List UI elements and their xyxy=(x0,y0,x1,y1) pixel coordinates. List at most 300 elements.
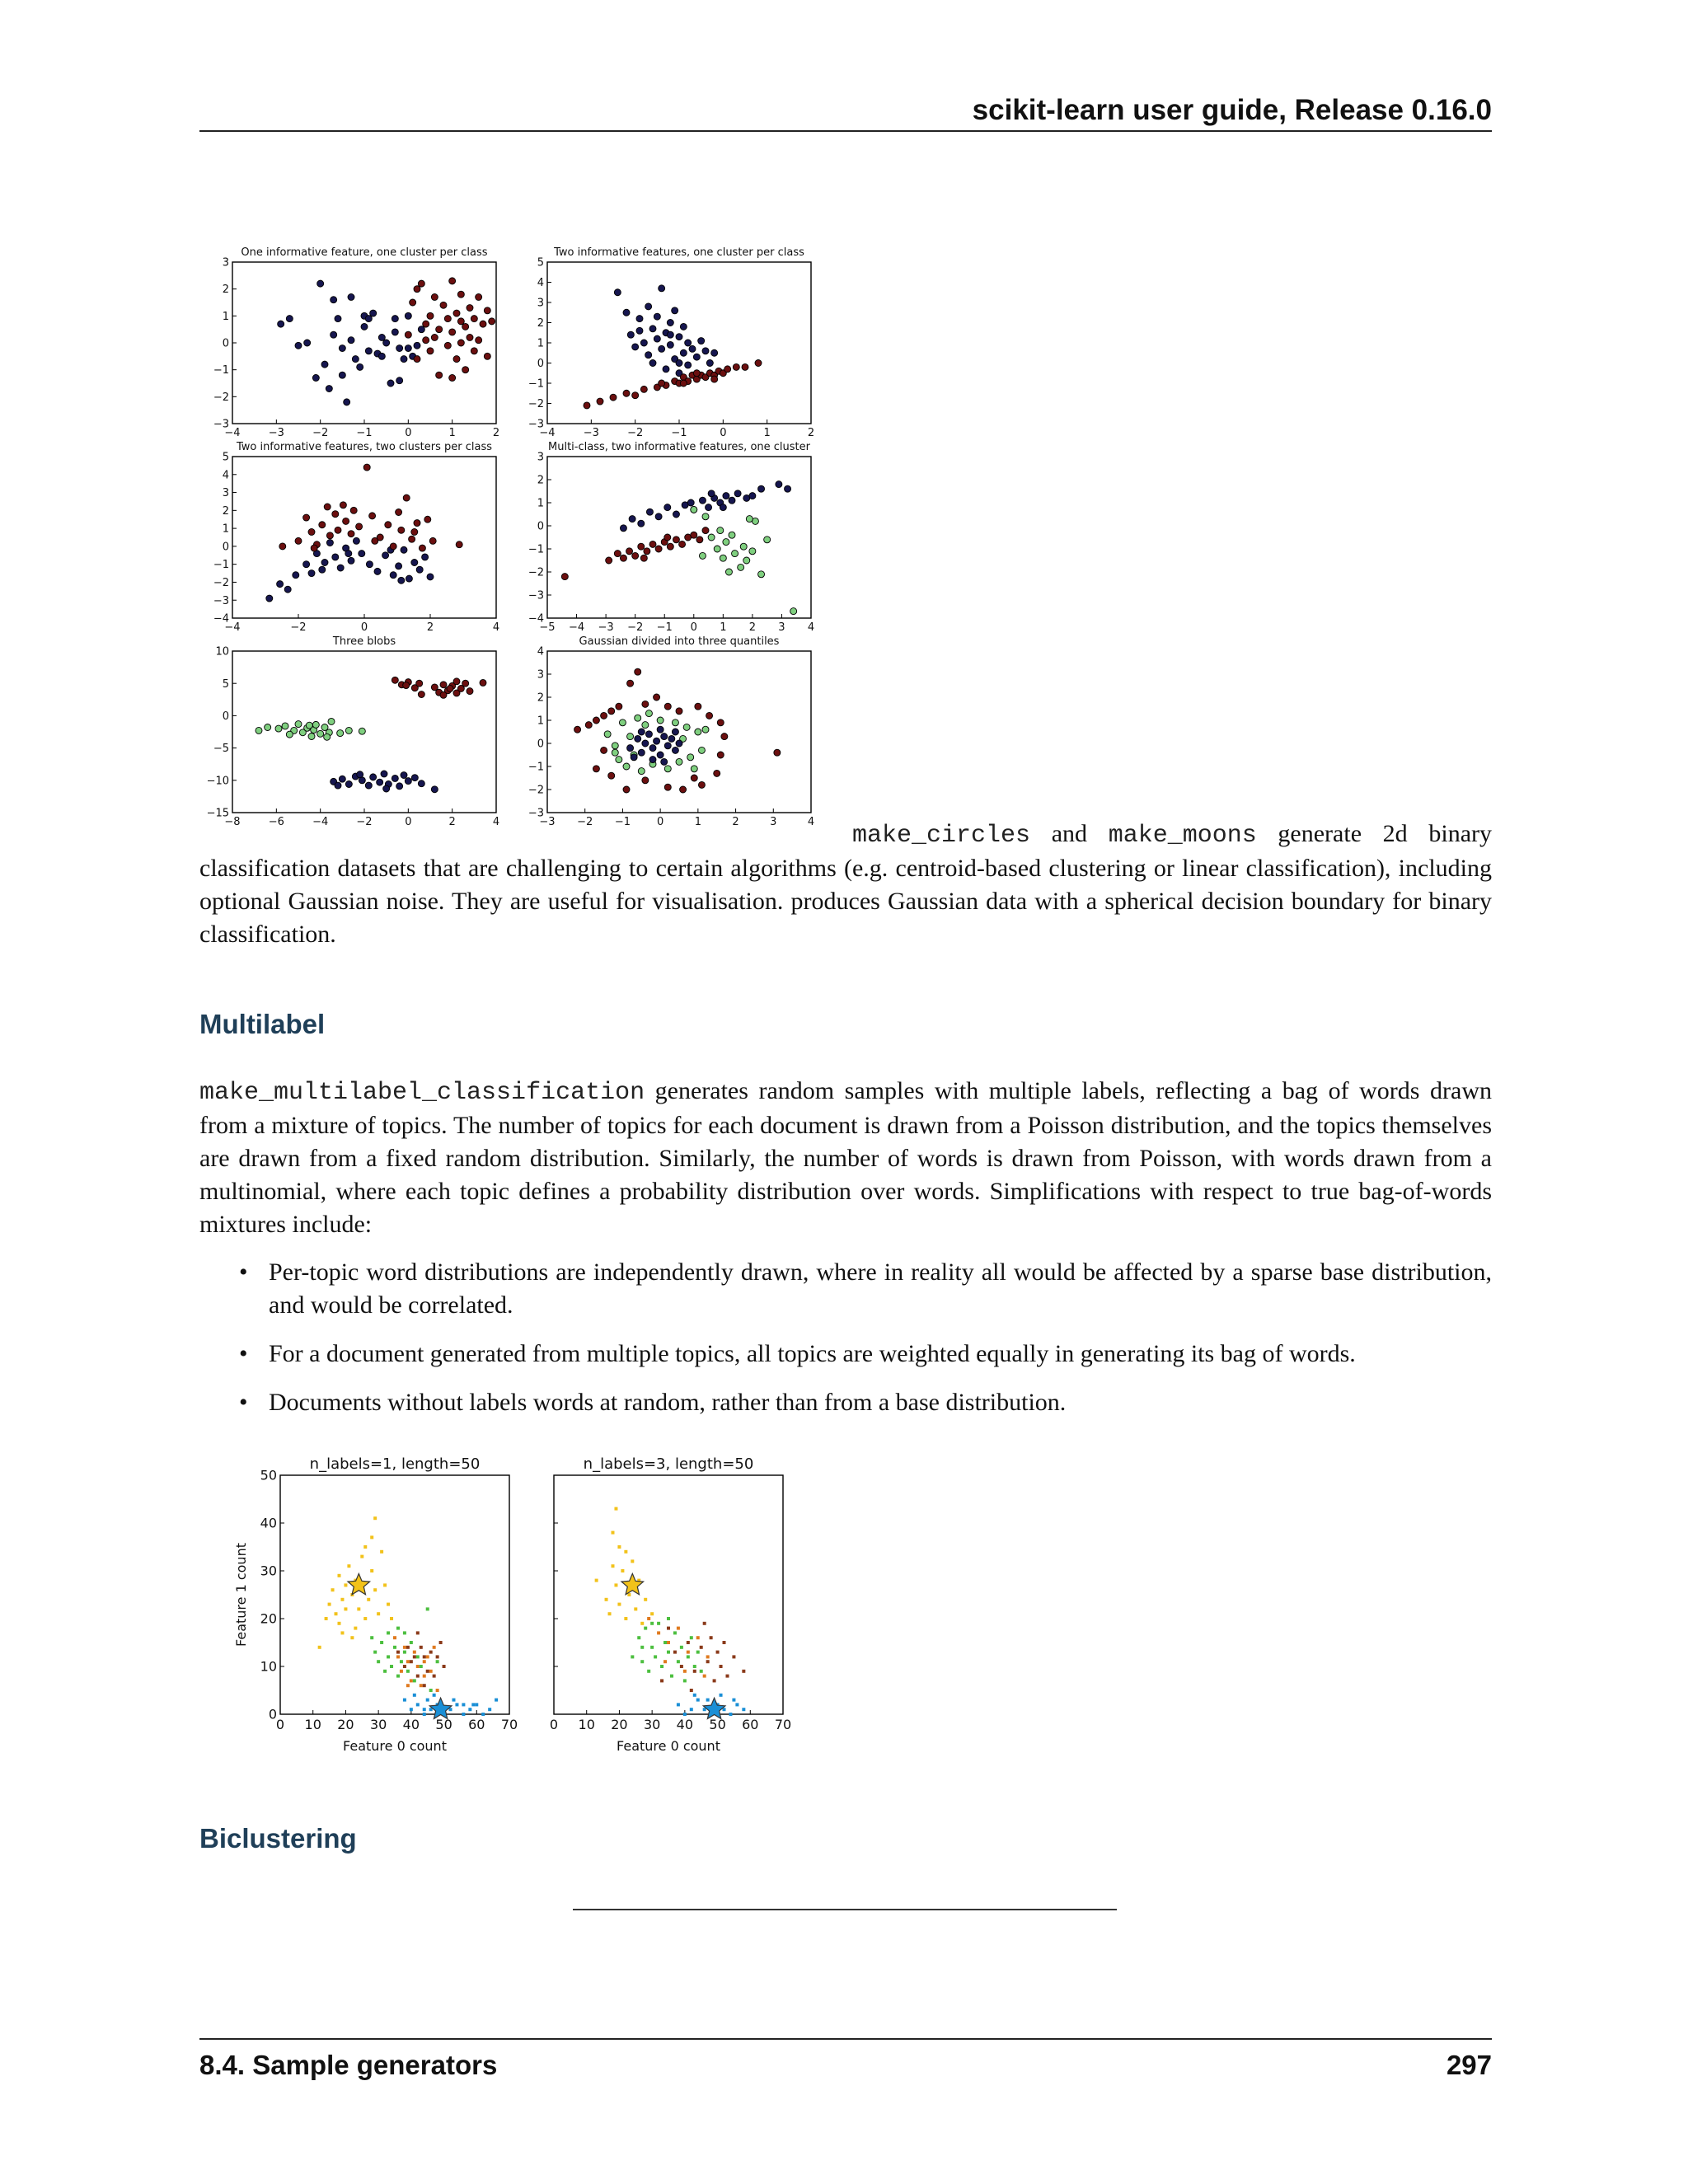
data-point xyxy=(732,551,738,557)
data-point xyxy=(426,1655,429,1658)
x-axis-label: Feature 0 count xyxy=(343,1738,447,1754)
data-point xyxy=(335,1612,338,1615)
data-point xyxy=(738,564,744,570)
data-point xyxy=(640,340,647,346)
data-point xyxy=(776,481,782,488)
data-point xyxy=(723,1641,726,1644)
data-point xyxy=(418,326,424,333)
data-point xyxy=(729,497,735,504)
data-point xyxy=(683,1713,687,1716)
plot-two-informative-features xyxy=(528,246,814,439)
y-tick-label: 3 xyxy=(537,668,544,682)
data-point xyxy=(439,1641,443,1644)
data-point xyxy=(574,726,581,733)
data-point xyxy=(360,1555,363,1558)
data-point xyxy=(308,528,315,535)
data-point xyxy=(304,340,311,346)
data-point xyxy=(387,1655,390,1658)
data-point xyxy=(720,555,726,561)
data-point xyxy=(381,771,387,777)
x-axis-label: Feature 0 count xyxy=(617,1738,720,1754)
data-point xyxy=(616,757,622,763)
data-point xyxy=(440,682,447,688)
x-tick-label: 40 xyxy=(676,1717,694,1732)
data-point xyxy=(414,356,420,363)
data-point xyxy=(416,1631,420,1634)
data-point xyxy=(348,337,354,344)
data-point xyxy=(677,1627,680,1630)
data-point xyxy=(410,1641,413,1644)
plot-one-informative-feature xyxy=(213,246,499,439)
data-point xyxy=(401,546,407,553)
data-point xyxy=(661,733,668,740)
data-point xyxy=(645,731,652,738)
data-point xyxy=(617,1545,621,1549)
data-point xyxy=(344,1607,347,1610)
data-point xyxy=(426,1670,429,1673)
data-point xyxy=(416,1703,420,1706)
data-point xyxy=(758,485,765,492)
x-tick-label: 0 xyxy=(360,621,368,634)
data-point xyxy=(471,1703,475,1706)
data-point xyxy=(758,571,765,578)
data-point xyxy=(266,595,273,602)
data-point xyxy=(695,703,701,710)
data-point xyxy=(620,555,626,561)
data-point xyxy=(377,1660,380,1663)
data-point xyxy=(383,1670,387,1673)
data-point xyxy=(398,527,405,533)
data-point xyxy=(480,679,486,686)
data-point xyxy=(657,717,663,724)
data-point xyxy=(418,280,424,287)
data-point xyxy=(667,543,673,550)
data-point xyxy=(416,1665,420,1668)
data-point xyxy=(673,1631,677,1634)
data-point xyxy=(484,353,490,359)
data-point xyxy=(700,1646,703,1649)
data-point xyxy=(624,1550,627,1554)
data-point xyxy=(449,374,456,381)
data-point xyxy=(699,497,706,504)
paragraph-multilabel xyxy=(199,1075,1492,1241)
data-point xyxy=(406,575,412,582)
data-point xyxy=(672,307,678,314)
x-tick-label: −2 xyxy=(290,621,307,634)
data-point xyxy=(356,523,363,530)
data-point xyxy=(680,349,687,356)
x-tick-label: −1 xyxy=(614,816,631,828)
data-point xyxy=(605,1598,608,1601)
data-point xyxy=(447,685,453,691)
data-point xyxy=(413,1694,416,1697)
data-point xyxy=(308,733,315,739)
data-point xyxy=(654,335,660,342)
data-point xyxy=(414,520,420,527)
data-point xyxy=(409,536,415,542)
data-point xyxy=(693,1694,696,1697)
data-point xyxy=(340,502,346,509)
data-point xyxy=(396,1651,400,1654)
data-point xyxy=(655,546,662,552)
data-point xyxy=(690,1636,693,1639)
data-point xyxy=(410,299,416,306)
data-point xyxy=(331,1588,335,1591)
data-point xyxy=(318,1646,321,1649)
data-point xyxy=(690,1689,693,1692)
x-tick-label: 2 xyxy=(448,816,456,828)
data-point xyxy=(742,1708,745,1711)
data-point xyxy=(702,513,709,520)
y-tick-label: −2 xyxy=(213,391,229,404)
data-point xyxy=(423,1708,426,1711)
data-point xyxy=(357,1607,360,1610)
data-point xyxy=(369,513,376,519)
data-point xyxy=(667,1617,670,1620)
data-point xyxy=(337,1622,340,1625)
y-tick-label: 3 xyxy=(537,451,544,464)
data-point xyxy=(373,1588,377,1591)
data-point xyxy=(667,1651,670,1654)
data-point xyxy=(638,768,645,775)
data-point xyxy=(398,577,405,583)
data-point xyxy=(312,374,319,381)
y-tick-label: −2 xyxy=(213,576,229,589)
data-point xyxy=(710,1636,713,1639)
data-point xyxy=(647,1670,650,1673)
data-point xyxy=(623,390,630,396)
data-point xyxy=(348,557,354,564)
data-point xyxy=(354,1627,357,1630)
data-point xyxy=(696,1699,700,1702)
data-point xyxy=(377,779,383,785)
data-point xyxy=(642,740,649,747)
data-point xyxy=(623,763,630,770)
data-point xyxy=(418,780,424,787)
plot-frame xyxy=(547,651,811,813)
x-tick-label: 1 xyxy=(720,621,727,634)
data-point xyxy=(601,712,607,719)
data-point xyxy=(638,520,645,527)
data-point xyxy=(627,745,634,752)
x-tick-label: 50 xyxy=(709,1717,726,1732)
data-point xyxy=(716,1651,720,1654)
data-point xyxy=(429,1651,433,1654)
data-point xyxy=(390,572,396,579)
x-tick-label: 50 xyxy=(435,1717,452,1732)
data-point xyxy=(659,285,665,292)
data-point xyxy=(645,352,652,359)
data-point xyxy=(689,345,696,352)
data-point xyxy=(612,743,618,749)
data-point xyxy=(367,1598,370,1601)
data-point xyxy=(649,745,656,752)
data-point xyxy=(420,1646,423,1649)
data-point xyxy=(308,570,315,577)
data-point xyxy=(638,729,645,735)
data-point xyxy=(654,738,660,744)
data-point xyxy=(649,360,656,367)
data-point xyxy=(423,1655,426,1658)
multilabel-figure xyxy=(199,1442,801,1764)
data-point xyxy=(457,291,464,298)
data-point xyxy=(691,766,697,772)
data-point xyxy=(742,1670,745,1673)
code-make-circles: make_circles xyxy=(852,822,1031,850)
data-point xyxy=(638,749,645,756)
data-point xyxy=(593,717,599,724)
data-point xyxy=(680,1665,683,1668)
classification-datasets-figure xyxy=(199,244,842,833)
data-point xyxy=(312,721,319,728)
data-point xyxy=(700,1670,703,1673)
data-point xyxy=(702,726,709,733)
x-tick-label: 4 xyxy=(807,816,815,828)
data-point xyxy=(616,703,622,710)
y-tick-label: 4 xyxy=(537,645,544,658)
data-point xyxy=(714,546,720,552)
data-point xyxy=(295,342,302,349)
data-point xyxy=(471,348,477,354)
data-point xyxy=(332,554,339,560)
data-point xyxy=(693,370,700,377)
data-point xyxy=(642,777,649,784)
data-point xyxy=(378,334,385,340)
data-point xyxy=(383,340,390,346)
data-point xyxy=(663,1641,667,1644)
data-point xyxy=(396,563,402,569)
data-point xyxy=(703,1675,706,1678)
data-point xyxy=(311,545,317,551)
y-tick-label: 0 xyxy=(222,710,229,723)
data-point xyxy=(612,749,618,756)
data-point xyxy=(664,703,671,710)
data-point xyxy=(732,1699,735,1702)
data-point xyxy=(640,386,647,392)
y-tick-label: 0 xyxy=(537,738,544,751)
data-point xyxy=(382,552,389,559)
y-tick-label: 20 xyxy=(260,1610,277,1627)
data-point xyxy=(624,1617,627,1620)
data-point xyxy=(680,323,687,330)
data-point xyxy=(321,559,328,565)
data-point xyxy=(325,1617,328,1620)
data-point xyxy=(695,729,701,735)
data-point xyxy=(431,786,438,793)
x-tick-label: 4 xyxy=(807,621,815,634)
data-point xyxy=(642,722,649,729)
data-point xyxy=(476,337,482,344)
data-point xyxy=(370,1636,373,1639)
x-tick-label: 30 xyxy=(643,1717,661,1732)
data-point xyxy=(480,321,486,327)
data-point xyxy=(426,1607,429,1610)
data-point xyxy=(649,757,656,763)
data-point xyxy=(357,771,363,778)
data-point xyxy=(411,528,418,535)
x-tick-label: 0 xyxy=(657,816,664,828)
data-point xyxy=(443,1665,446,1668)
plot-title: n_labels=1, length=50 xyxy=(309,1455,481,1473)
data-point xyxy=(361,323,368,330)
data-point xyxy=(277,581,284,588)
data-point xyxy=(303,561,310,568)
data-point xyxy=(326,540,333,546)
data-point xyxy=(640,1622,644,1625)
data-point xyxy=(416,566,423,573)
data-point xyxy=(457,340,464,346)
data-point xyxy=(593,766,599,772)
data-point xyxy=(400,1660,403,1663)
data-point xyxy=(265,724,271,731)
x-tick-label: −1 xyxy=(356,427,373,439)
data-point xyxy=(706,504,712,511)
data-point xyxy=(608,1612,612,1615)
y-tick-label: −3 xyxy=(528,589,544,602)
data-point xyxy=(396,345,403,352)
data-point xyxy=(683,1670,687,1673)
data-point xyxy=(676,758,682,765)
data-point xyxy=(392,329,398,335)
data-point xyxy=(416,1655,420,1658)
data-point xyxy=(723,493,729,499)
x-tick-label: 10 xyxy=(578,1717,595,1732)
x-tick-label: 0 xyxy=(690,621,697,634)
data-point xyxy=(723,539,729,546)
data-point xyxy=(690,1708,693,1711)
plot-gaussian-quantiles xyxy=(528,635,814,828)
data-point xyxy=(732,1655,735,1658)
data-point xyxy=(654,1655,657,1658)
data-point xyxy=(638,543,645,550)
y-tick-label: 0 xyxy=(222,337,229,350)
y-tick-label: −1 xyxy=(213,364,229,377)
plot-three-blobs xyxy=(207,635,500,828)
data-point xyxy=(303,514,310,521)
y-tick-label: 3 xyxy=(222,256,229,269)
data-point xyxy=(370,1535,373,1539)
y-tick-label: 0 xyxy=(537,358,544,371)
data-point xyxy=(373,1516,377,1520)
plot-frame xyxy=(232,262,496,424)
data-point xyxy=(659,380,665,387)
data-point xyxy=(646,509,653,515)
page-number: 297 xyxy=(1446,2050,1492,2080)
data-point xyxy=(619,719,626,726)
data-point xyxy=(393,1646,396,1649)
data-point xyxy=(683,1679,687,1682)
data-point xyxy=(687,1655,690,1658)
data-point xyxy=(743,557,750,564)
data-point xyxy=(677,1660,680,1663)
data-point xyxy=(717,752,724,758)
data-point xyxy=(693,1665,696,1668)
data-point xyxy=(295,537,302,544)
data-point xyxy=(650,1622,654,1625)
y-tick-label: −3 xyxy=(213,594,229,607)
x-tick-label: −2 xyxy=(356,816,373,828)
data-point xyxy=(396,783,403,790)
y-tick-label: 10 xyxy=(260,1658,277,1675)
data-point xyxy=(640,1646,644,1649)
data-point xyxy=(406,1670,410,1673)
data-point xyxy=(667,1627,670,1630)
data-point xyxy=(429,537,436,544)
y-tick-label: −1 xyxy=(528,761,544,774)
data-point xyxy=(611,1531,614,1535)
plot-frame xyxy=(554,1475,783,1714)
x-tick-label: 2 xyxy=(732,816,739,828)
data-point xyxy=(755,360,762,367)
plot-title: Multi-class, two informative features, one cluster xyxy=(548,441,810,453)
y-tick-label: 40 xyxy=(260,1515,277,1531)
data-point xyxy=(677,1703,680,1706)
data-point xyxy=(640,1660,644,1663)
data-point xyxy=(629,516,635,523)
data-point xyxy=(660,1679,663,1682)
plot-title: Two informative features, two clusters per class xyxy=(236,441,493,453)
data-point xyxy=(396,1655,400,1658)
y-tick-label: 50 xyxy=(260,1467,277,1483)
data-point xyxy=(642,701,649,707)
data-point xyxy=(614,289,621,296)
data-point xyxy=(405,345,411,352)
paragraph-and: and xyxy=(1030,820,1109,847)
data-point xyxy=(337,730,344,737)
data-point xyxy=(706,712,713,719)
data-point xyxy=(673,1651,677,1654)
data-point xyxy=(423,1713,426,1716)
data-point xyxy=(444,342,451,349)
data-point xyxy=(667,331,673,338)
data-point xyxy=(380,1550,383,1554)
data-point xyxy=(657,752,663,758)
data-point xyxy=(676,334,682,340)
data-point xyxy=(416,1675,420,1678)
data-point xyxy=(717,527,724,534)
data-point xyxy=(725,1675,729,1678)
data-point xyxy=(317,730,324,737)
data-point xyxy=(611,1564,614,1568)
data-point xyxy=(345,727,352,733)
data-point xyxy=(711,376,718,382)
x-tick-label: 0 xyxy=(720,427,727,439)
data-point xyxy=(481,1713,485,1716)
data-point xyxy=(410,1660,413,1663)
y-tick-label: −10 xyxy=(206,775,229,788)
data-point xyxy=(401,356,407,363)
data-point xyxy=(275,725,282,732)
x-tick-label: −4 xyxy=(568,621,585,634)
code-make-multilabel-classification: make_multilabel_classification xyxy=(199,1079,645,1107)
data-point xyxy=(392,316,398,322)
plot-frame xyxy=(232,457,496,618)
data-point xyxy=(326,532,333,539)
y-tick-label: 2 xyxy=(222,284,229,297)
data-point xyxy=(749,548,756,555)
data-point xyxy=(634,1607,637,1610)
plot-title: Gaussian divided into three quantiles xyxy=(579,635,780,648)
data-point xyxy=(742,363,748,370)
y-tick-label: 1 xyxy=(222,523,229,536)
data-point xyxy=(411,775,418,781)
data-point xyxy=(635,715,641,721)
x-tick-label: −3 xyxy=(539,816,556,828)
data-point xyxy=(423,1675,426,1678)
data-point xyxy=(720,1694,723,1697)
data-point xyxy=(403,1665,406,1668)
data-point xyxy=(370,774,377,780)
